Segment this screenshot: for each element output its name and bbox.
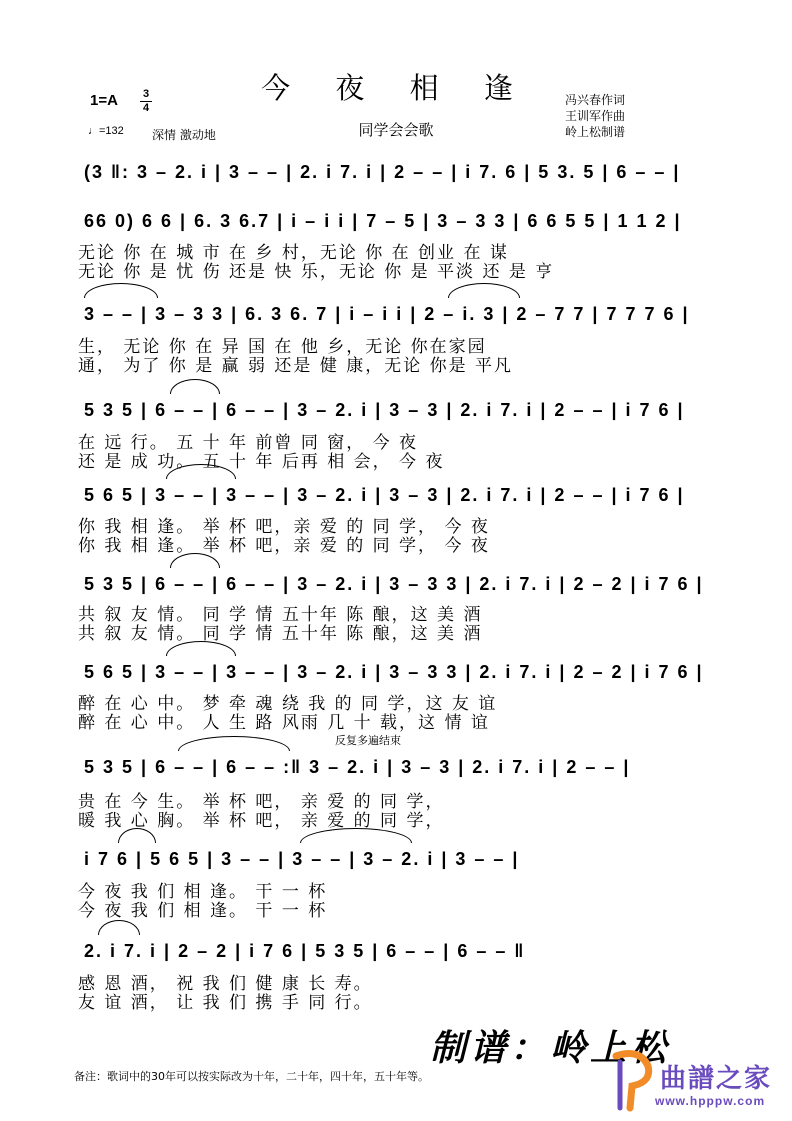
lyrics-block-1: [78, 244, 718, 282]
lyrics-verse-2: 共 叙 友 情。 同 学 情 五十年 陈 酿，这 美 酒: [78, 624, 483, 644]
lyrics-verse-2: 通， 为了 你 是 赢 弱 还是 健 康，无论 你是 平凡: [78, 356, 514, 376]
staff-line-9: [78, 842, 718, 876]
lyrics-verse-1: 今 夜 我 们 相 逢。 干 一 杯: [78, 882, 328, 902]
notation-text: (3 ‖: 3 – 2. i | 3 – – | 2. i 7. i | 2 – – | i 7. 6 | 5 3. 5 | 6 – – |: [84, 161, 681, 182]
site-logo-name: 曲譜之家: [660, 1064, 773, 1094]
notation-text: 66 0) 6 6 | 6. 3 6.7 | i – i i | 7 – 5 | 3 – 3 3 | 6 6 5 5 | 1 1 2 |: [84, 210, 682, 231]
lyrics-verse-1: 感 恩 酒， 祝 我 们 健 康 长 寿。: [78, 974, 373, 994]
lyrics-verse-1: 无论 你 在 城 市 在 乡 村，无论 你 在 创业 在 谋: [78, 243, 509, 263]
meter-bottom: 4: [142, 102, 150, 114]
lyrics-verse-2: 今 夜 我 们 相 逢。 干 一 杯: [78, 901, 328, 921]
lyrics-verse-2: 醉 在 心 中。 人 生 路 风雨 几 十 载，这 情 谊: [78, 713, 490, 733]
meter-top: 3: [142, 88, 150, 100]
staff-line-7: [78, 655, 718, 689]
staff-line-6: [78, 567, 718, 601]
lyrics-verse-2: 还 是 成 功。 五 十 年 后再 相 会， 今 夜: [78, 452, 445, 472]
staff-line-2: [78, 204, 718, 238]
notation-text: i 7 6 | 5 6 5 | 3 – – | 3 – – | 3 – 2. i | 3 – – |: [84, 848, 520, 869]
song-title: 今 夜 相 逢: [261, 71, 531, 105]
slur: [84, 283, 158, 298]
footnote: 备注：歌词中的30年可以按实际改为十年，二十年，四十年，五十年等。: [74, 1070, 429, 1083]
staff-line-8: [78, 750, 718, 784]
composer-credit: 王训军作曲: [565, 109, 626, 123]
staff-line-4: [78, 393, 718, 427]
lyrics-verse-1: 共 叙 友 情。 同 学 情 五十年 陈 酿，这 美 酒: [78, 605, 483, 625]
staff-line-5: [78, 478, 718, 512]
notation-text: 2. i 7. i | 2 – 2 | i 7 6 | 5 3 5 | 6 – – | 6 – – ‖: [84, 940, 526, 961]
notation-text: 5 6 5 | 3 – – | 3 – – | 3 – 2. i | 3 – 3 3 | 2. i 7. i | 2 – 2 | i 7 6 |: [84, 661, 704, 682]
key-signature: 1=A: [90, 92, 118, 109]
lyrics-verse-1: 你 我 相 逢。 举 杯 吧，亲 爱 的 同 学， 今 夜: [78, 517, 490, 537]
site-logo-icon: [610, 1048, 656, 1114]
transcriber-signature: 制谱：岭上松: [430, 1027, 671, 1069]
lyrics-block-4: [78, 518, 718, 556]
notation-text: 5 3 5 | 6 – – | 6 – – | 3 – 2. i | 3 – 3 | 2. i 7. i | 2 – – | i 7 6 |: [84, 399, 685, 420]
lyrics-block-6: [78, 695, 718, 733]
notation-text: 5 3 5 | 6 – – | 6 – – :‖ 3 – 2. i | 3 – 3 | 2. i 7. i | 2 – – |: [84, 756, 631, 777]
lyrics-verse-2: 友 谊 酒， 让 我 们 携 手 同 行。: [78, 993, 373, 1013]
site-logo-url: www.hpppw.com: [655, 1094, 766, 1108]
lyrics-block-7: [78, 793, 718, 831]
staff-line-3: [78, 297, 718, 331]
lyricist-credit: 冯兴春作词: [565, 93, 626, 107]
lyrics-verse-1: 生， 无论 你 在 异 国 在 他 乡，无论 你在家园: [78, 337, 487, 357]
slur: [178, 736, 290, 751]
repeat-ending-marking: 反复多遍结束: [335, 734, 401, 747]
slur: [98, 920, 140, 935]
lyrics-block-3: [78, 434, 718, 472]
tempo-marking: ♩=132: [88, 125, 124, 137]
credits: [565, 92, 625, 140]
subtitle: 同学会会歌: [358, 121, 434, 139]
time-signature: [139, 88, 153, 115]
lyrics-verse-2: 无论 你 是 忧 伤 还是 快 乐，无论 你 是 平淡 还 是 亨: [78, 262, 555, 282]
expression-marking: 深情 激动地: [152, 128, 216, 142]
lyrics-block-9: [78, 975, 718, 1013]
notation-text: 5 6 5 | 3 – – | 3 – – | 3 – 2. i | 3 – 3 | 2. i 7. i | 2 – – | i 7 6 |: [84, 484, 685, 505]
notation-text: 5 3 5 | 6 – – | 6 – – | 3 – 2. i | 3 – 3 3 | 2. i 7. i | 2 – 2 | i 7 6 |: [84, 573, 704, 594]
staff-line-1: [78, 155, 718, 189]
lyrics-block-2: [78, 338, 718, 376]
lyrics-block-5: [78, 606, 718, 644]
staff-line-10: [78, 934, 718, 968]
lyrics-verse-2: 你 我 相 逢。 举 杯 吧，亲 爱 的 同 学， 今 夜: [78, 536, 490, 556]
lyrics-verse-1: 醉 在 心 中。 梦 牵 魂 绕 我 的 同 学，这 友 谊: [78, 694, 498, 714]
lyrics-block-8: [78, 883, 718, 921]
lyrics-verse-1: 贵 在 今 生。 举 杯 吧， 亲 爱 的 同 学，: [78, 792, 445, 812]
transcriber-credit: 岭上松制谱: [565, 125, 626, 139]
slur: [170, 379, 220, 394]
lyrics-verse-2: 暖 我 心 胸。 举 杯 吧， 亲 爱 的 同 学，: [78, 811, 445, 831]
slur: [448, 283, 520, 298]
notation-text: 3 – – | 3 – 3 3 | 6. 3 6. 7 | i – i i | 2 – i. 3 | 2 – 7 7 | 7 7 7 6 |: [84, 303, 690, 324]
lyrics-verse-1: 在 远 行。 五 十 年 前曾 同 窗， 今 夜: [78, 433, 419, 453]
